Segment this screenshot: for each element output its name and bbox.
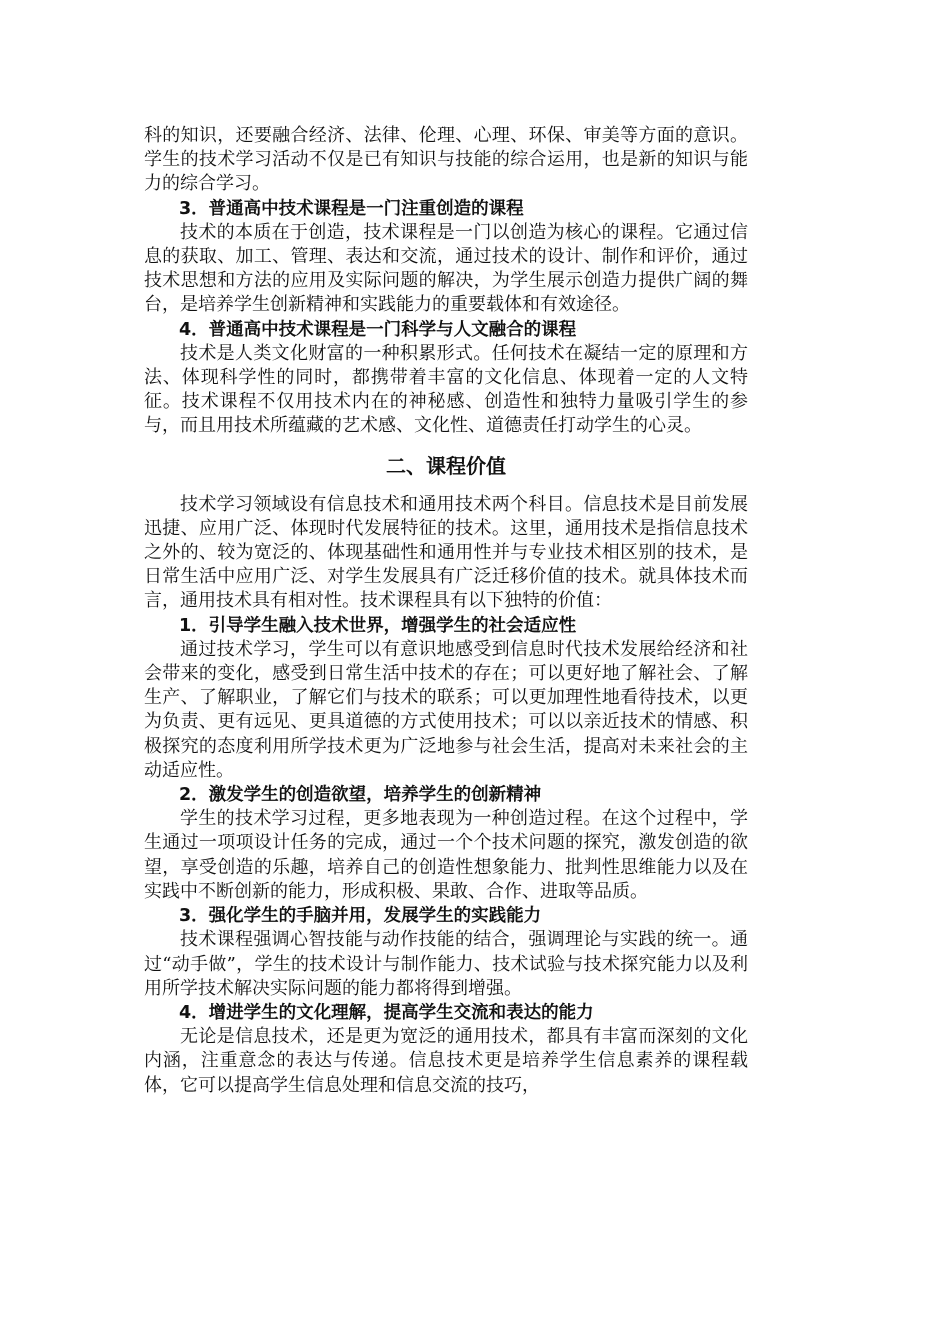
paragraph-value-1: 通过技术学习，学生可以有意识地感受到信息时代技术发展给经济和社会带来的变化，感受到日常生活中技术的存在；可以更好地了解社会、了解生产、了解职业，了解它们与技术的联系；可以更加理性地看待技术，以更为负责、更有远见、更具道德的方式使用技术；可以以亲近技术的情感、积极探究的态度利用所学技术更为广泛地参与社会生活，提高对未来社会的主动适应性。 bbox=[144, 638, 748, 781]
subheading-value-4: 4．增进学生的文化理解，提高学生交流和表达的能力 bbox=[179, 1002, 594, 1023]
paragraph-course-value-intro: 技术学习领域设有信息技术和通用技术两个科目。信息技术是目前发展迅捷、应用广泛、体现时代发展特征的技术。这里，通用技术是指信息技术之外的、较为宽泛的、体现基础性和通用性并与专业技术相区别的技术，是日常生活中应用广泛、对学生发展具有广泛迁移价值的技术。就具体技术而言，通用技术具有相对性。技术课程具有以下独特的价值： bbox=[144, 493, 748, 612]
paragraph-science-humanities-course: 技术是人类文化财富的一种积累形式。任何技术在凝结一定的原理和方法、体现科学性的同时，都携带着丰富的文化信息、体现着一定的人文特征。技术课程不仅用技术内在的神秘感、创造性和独特力量吸引学生的参与，而且用技术所蕴藏的艺术感、文化性、道德责任打动学生的心灵。 bbox=[144, 342, 748, 437]
paragraph-value-2: 学生的技术学习过程，更多地表现为一种创造过程。在这个过程中，学生通过一项项设计任务的完成，通过一个个技术问题的探究，激发创造的欲望，享受创造的乐趣，培养自己的创造性想象能力、批判性思维能力以及在实践中不断创新的能力，形成积极、果敢、合作、进取等品质。 bbox=[144, 808, 748, 902]
intro-paragraph: 科的知识，还要融合经济、法律、伦理、心理、环保、审美等方面的意识。学生的技术学习活动不仅是已有知识与技能的综合运用，也是新的知识与能力的综合学习。 bbox=[144, 125, 748, 195]
page-content bbox=[144, 124, 748, 1098]
section-title-course-value: 二、课程价值 bbox=[386, 453, 506, 478]
paragraph-value-3: 技术课程强调心智技能与动作技能的结合，强调理论与实践的统一。通过“动手做”，学生的技术设计与制作能力、技术试验与技术探究能力以及利用所学技术解决实际问题的能力都将得到增强。 bbox=[144, 929, 748, 999]
paragraph-value-4: 无论是信息技术，还是更为宽泛的通用技术，都具有丰富而深刻的文化内涵，注重意念的表达与传递。信息技术更是培养学生信息素养的课程载体，它可以提高学生信息处理和信息交流的技巧， bbox=[144, 1026, 748, 1096]
subheading-creative-course: 3．普通高中技术课程是一门注重创造的课程 bbox=[179, 198, 524, 219]
subheading-value-2: 2．激发学生的创造欲望，培养学生的创新精神 bbox=[179, 785, 542, 806]
paragraph-creative-course: 技术的本质在于创造，技术课程是一门以创造为核心的课程。它通过信息的获取、加工、管理、表达和交流，通过技术的设计、制作和评价，通过技术思想和方法的应用及实际问题的解决，为学生展示创造力提供广阔的舞台，是培养学生创新精神和实践能力的重要载体和有效途径。 bbox=[144, 221, 748, 316]
subheading-value-3: 3．强化学生的手脑并用，发展学生的实践能力 bbox=[179, 906, 542, 927]
subheading-science-humanities-course: 4．普通高中技术课程是一门科学与人文融合的课程 bbox=[179, 319, 577, 340]
subheading-value-1: 1．引导学生融入技术世界，增强学生的社会适应性 bbox=[179, 615, 577, 636]
